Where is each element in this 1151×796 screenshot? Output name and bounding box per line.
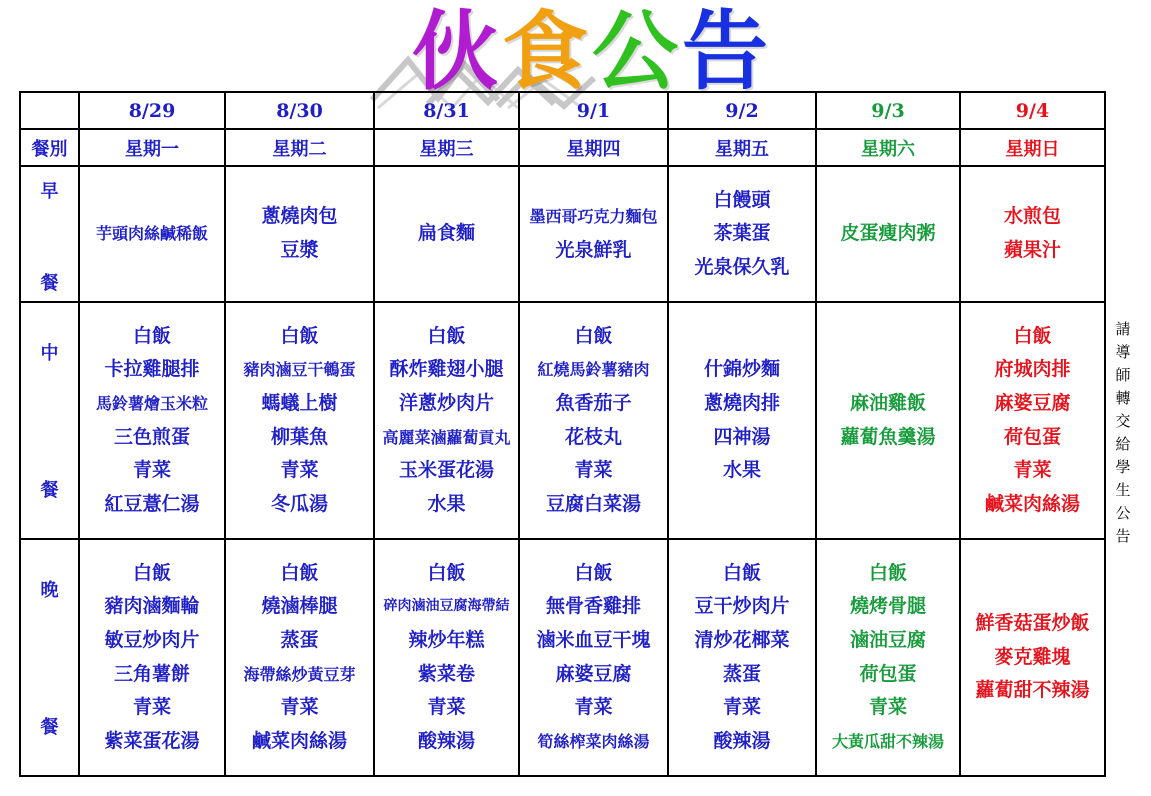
dish-list	[375, 217, 518, 251]
dish-item: 青菜	[280, 459, 319, 482]
dish-item: 白飯	[427, 561, 466, 584]
dish-item: 荷包蛋	[859, 662, 917, 685]
weekday-cell: 星期六	[816, 129, 960, 166]
side-note-char: 請	[1115, 320, 1131, 338]
dish-list	[817, 557, 959, 759]
dish-item: 花枝丸	[564, 425, 622, 448]
dish-item: 冬瓜湯	[270, 492, 328, 515]
dish-item: 蘿蔔魚羹湯	[840, 425, 936, 448]
date-cell: 8/30	[225, 92, 374, 129]
dish-item: 清炒花椰菜	[694, 628, 790, 651]
weekday-cell: 星期日	[960, 129, 1105, 166]
dish-item: 豆漿	[280, 239, 319, 261]
dish-item: 白飯	[722, 561, 761, 584]
meal-cell	[519, 302, 668, 539]
dish-list	[375, 320, 518, 522]
dish-item: 高麗菜滷蘿蔔貢丸	[382, 427, 511, 447]
dish-item: 豆腐白菜湯	[545, 492, 641, 515]
dish-item: 洋蔥炒肉片	[398, 391, 494, 414]
dish-list	[961, 607, 1104, 708]
dish-item: 青菜	[868, 696, 907, 719]
dish-list	[520, 320, 667, 522]
dish-item: 白飯	[132, 561, 171, 584]
date-cell: 9/3	[816, 92, 960, 129]
dish-item: 白飯	[132, 324, 171, 347]
dish-item: 青菜	[722, 696, 761, 719]
date-cell: 8/29	[79, 92, 225, 129]
dish-item: 紫菜卷	[417, 662, 475, 685]
side-note-char: 公	[1115, 504, 1131, 522]
weekday-cell: 星期一	[79, 129, 225, 166]
dish-item: 墨西哥巧克力麵包	[529, 207, 658, 227]
weekday-cell: 星期三	[374, 129, 519, 166]
corner-cell	[20, 92, 79, 129]
dish-item: 四神湯	[713, 425, 771, 448]
dish-item: 三色煎蛋	[113, 425, 190, 448]
dish-item: 酥炸雞翅小腿	[389, 358, 504, 381]
page-title	[412, 4, 772, 100]
meal-cell	[374, 302, 519, 539]
dish-item: 大黃瓜甜不辣湯	[831, 731, 944, 751]
dish-item: 豆干炒肉片	[694, 595, 790, 618]
dish-item: 光泉保久乳	[694, 255, 790, 278]
dish-item: 白飯	[868, 561, 907, 584]
dish-item: 蔥燒肉排	[703, 391, 780, 414]
dish-item: 酸辣湯	[417, 729, 475, 752]
dish-item: 白飯	[574, 561, 613, 584]
side-note-char: 學	[1115, 458, 1131, 476]
dish-item: 什錦炒麵	[703, 358, 780, 381]
weekday-cell: 星期二	[225, 129, 374, 166]
breakfast-row	[20, 166, 1105, 302]
weekday-row	[20, 129, 1105, 166]
meal-label-top: 晚	[40, 580, 59, 601]
dish-item: 紅豆薏仁湯	[104, 492, 200, 515]
meal-cell	[374, 539, 519, 776]
dish-list	[669, 353, 815, 487]
dish-item: 鹹菜肉絲湯	[984, 492, 1080, 515]
dinner-row	[20, 539, 1105, 776]
dish-item: 白飯	[280, 561, 319, 584]
meal-cell	[816, 302, 960, 539]
dish-list	[80, 320, 224, 522]
dish-item: 光泉鮮乳	[555, 239, 632, 261]
meal-cell	[225, 302, 374, 539]
dish-list	[226, 320, 373, 522]
dish-list	[669, 557, 815, 759]
dish-list	[375, 557, 518, 759]
dish-item: 三角薯餅	[113, 662, 190, 685]
dish-item: 魚香茄子	[555, 391, 632, 414]
meal-cell	[79, 302, 225, 539]
meal-cell	[79, 539, 225, 776]
dish-item: 白饅頭	[713, 188, 771, 211]
dish-item: 白飯	[427, 324, 466, 347]
dish-item: 碎肉滷油豆腐海帶結	[383, 598, 510, 615]
side-note	[1113, 318, 1133, 548]
dish-item: 青菜	[574, 696, 613, 719]
dish-item: 青菜	[1013, 459, 1052, 482]
title-char-1: 伙	[412, 2, 502, 102]
dish-item: 螞蟻上樹	[261, 391, 338, 414]
dish-item: 鮮香菇蛋炒飯	[975, 612, 1090, 635]
dish-item: 白飯	[1013, 324, 1052, 347]
date-cell: 9/1	[519, 92, 668, 129]
dish-list	[226, 557, 373, 759]
meal-label-bottom: 餐	[40, 273, 59, 294]
dish-item: 鹹菜肉絲湯	[251, 729, 347, 752]
dish-list	[817, 387, 959, 454]
dish-item: 荷包蛋	[1003, 425, 1061, 448]
date-row	[20, 92, 1105, 129]
dish-item: 茶葉蛋	[713, 222, 771, 245]
side-note-char: 轉	[1115, 389, 1131, 407]
dish-item: 青菜	[280, 696, 319, 719]
dish-item: 敏豆炒肉片	[104, 628, 200, 651]
meal-label-bottom: 餐	[40, 717, 59, 738]
meal-cell	[668, 539, 816, 776]
side-note-char: 導	[1115, 343, 1131, 361]
dish-item: 水果	[722, 459, 761, 482]
meal-cell	[668, 302, 816, 539]
meal-header-label: 餐別	[20, 129, 79, 166]
weekday-cell: 星期五	[668, 129, 816, 166]
dinner-label-cell	[20, 539, 79, 776]
dish-item: 豬肉滷豆干鵪蛋	[243, 360, 356, 380]
dish-item: 紅燒馬鈴薯豬肉	[537, 360, 650, 380]
dish-list	[669, 184, 815, 285]
side-note-char: 交	[1115, 412, 1131, 430]
dish-list	[520, 200, 667, 267]
date-cell: 9/2	[668, 92, 816, 129]
dish-item: 滷米血豆干塊	[536, 628, 651, 651]
dish-item: 豬肉滷麵輪	[104, 595, 200, 618]
dish-item: 蔥燒肉包	[261, 205, 338, 228]
dish-item: 水煎包	[1003, 205, 1061, 228]
meal-label-top: 早	[40, 181, 59, 202]
dish-list	[961, 200, 1104, 267]
dish-item: 麥克雞塊	[994, 645, 1071, 668]
meal-cell	[225, 539, 374, 776]
side-note-char: 師	[1115, 366, 1131, 384]
meal-cell	[225, 166, 374, 302]
dish-list	[520, 557, 667, 759]
date-cell: 8/31	[374, 92, 519, 129]
dish-item: 麻婆豆腐	[555, 662, 632, 685]
breakfast-label-cell	[20, 166, 79, 302]
dish-item: 卡拉雞腿排	[104, 358, 200, 381]
dish-item: 麻婆豆腐	[994, 391, 1071, 414]
dish-item: 柳葉魚	[270, 425, 328, 448]
dish-item: 馬鈴薯燴玉米粒	[95, 393, 208, 413]
lunch-row	[20, 302, 1105, 539]
dish-item: 白飯	[280, 324, 319, 347]
meal-cell	[519, 166, 668, 302]
dish-item: 燒烤骨腿	[849, 595, 926, 618]
meal-label-top: 中	[40, 343, 59, 364]
side-note-char: 告	[1115, 527, 1131, 545]
side-note-char: 生	[1115, 481, 1131, 499]
dish-item: 滷油豆腐	[849, 628, 926, 651]
dish-item: 府城肉排	[994, 358, 1071, 381]
dish-item: 青菜	[132, 696, 171, 719]
meal-cell	[816, 539, 960, 776]
dish-item: 燒滷棒腿	[261, 595, 338, 618]
weekday-cell: 星期四	[519, 129, 668, 166]
dish-item: 海帶絲炒黃豆芽	[243, 664, 356, 684]
dish-item: 水果	[427, 492, 466, 515]
title-char-3: 公	[592, 2, 682, 102]
dish-item: 皮蛋瘦肉粥	[840, 222, 936, 245]
meal-cell	[374, 166, 519, 302]
dish-item: 紫菜蛋花湯	[104, 729, 200, 752]
meal-cell	[519, 539, 668, 776]
meal-cell	[960, 539, 1105, 776]
dish-list	[80, 217, 224, 251]
dish-item: 蒸蛋	[280, 628, 319, 651]
lunch-label-cell	[20, 302, 79, 539]
dish-item: 芋頭肉絲鹹稀飯	[95, 224, 208, 244]
dish-list	[226, 200, 373, 267]
title-char-2: 食	[502, 2, 592, 102]
dish-item: 白飯	[574, 324, 613, 347]
dish-list	[80, 557, 224, 759]
dish-item: 扁食麵	[417, 222, 475, 245]
meal-cell	[960, 166, 1105, 302]
side-note-char: 給	[1115, 435, 1131, 453]
meal-cell	[816, 166, 960, 302]
date-cell: 9/4	[960, 92, 1105, 129]
meal-label-bottom: 餐	[40, 480, 59, 501]
dish-item: 青菜	[427, 696, 466, 719]
dish-item: 酸辣湯	[713, 729, 771, 752]
meal-cell	[79, 166, 225, 302]
dish-item: 青菜	[132, 459, 171, 482]
dish-list	[961, 320, 1104, 522]
meal-cell	[960, 302, 1105, 539]
dish-item: 玉米蛋花湯	[398, 459, 494, 482]
title-char-4: 告	[682, 2, 772, 102]
dish-item: 蘿蔔甜不辣湯	[975, 679, 1090, 702]
dish-item: 蘋果汁	[1003, 239, 1061, 261]
dish-list	[817, 217, 959, 251]
dish-item: 筍絲榨菜肉絲湯	[537, 731, 650, 751]
dish-item: 青菜	[574, 459, 613, 482]
dish-item: 辣炒年糕	[408, 628, 485, 651]
dish-item: 無骨香雞排	[545, 595, 641, 618]
meal-cell	[668, 166, 816, 302]
dish-item: 麻油雞飯	[849, 391, 926, 414]
dish-item: 蒸蛋	[722, 662, 761, 685]
menu-table	[19, 91, 1106, 777]
